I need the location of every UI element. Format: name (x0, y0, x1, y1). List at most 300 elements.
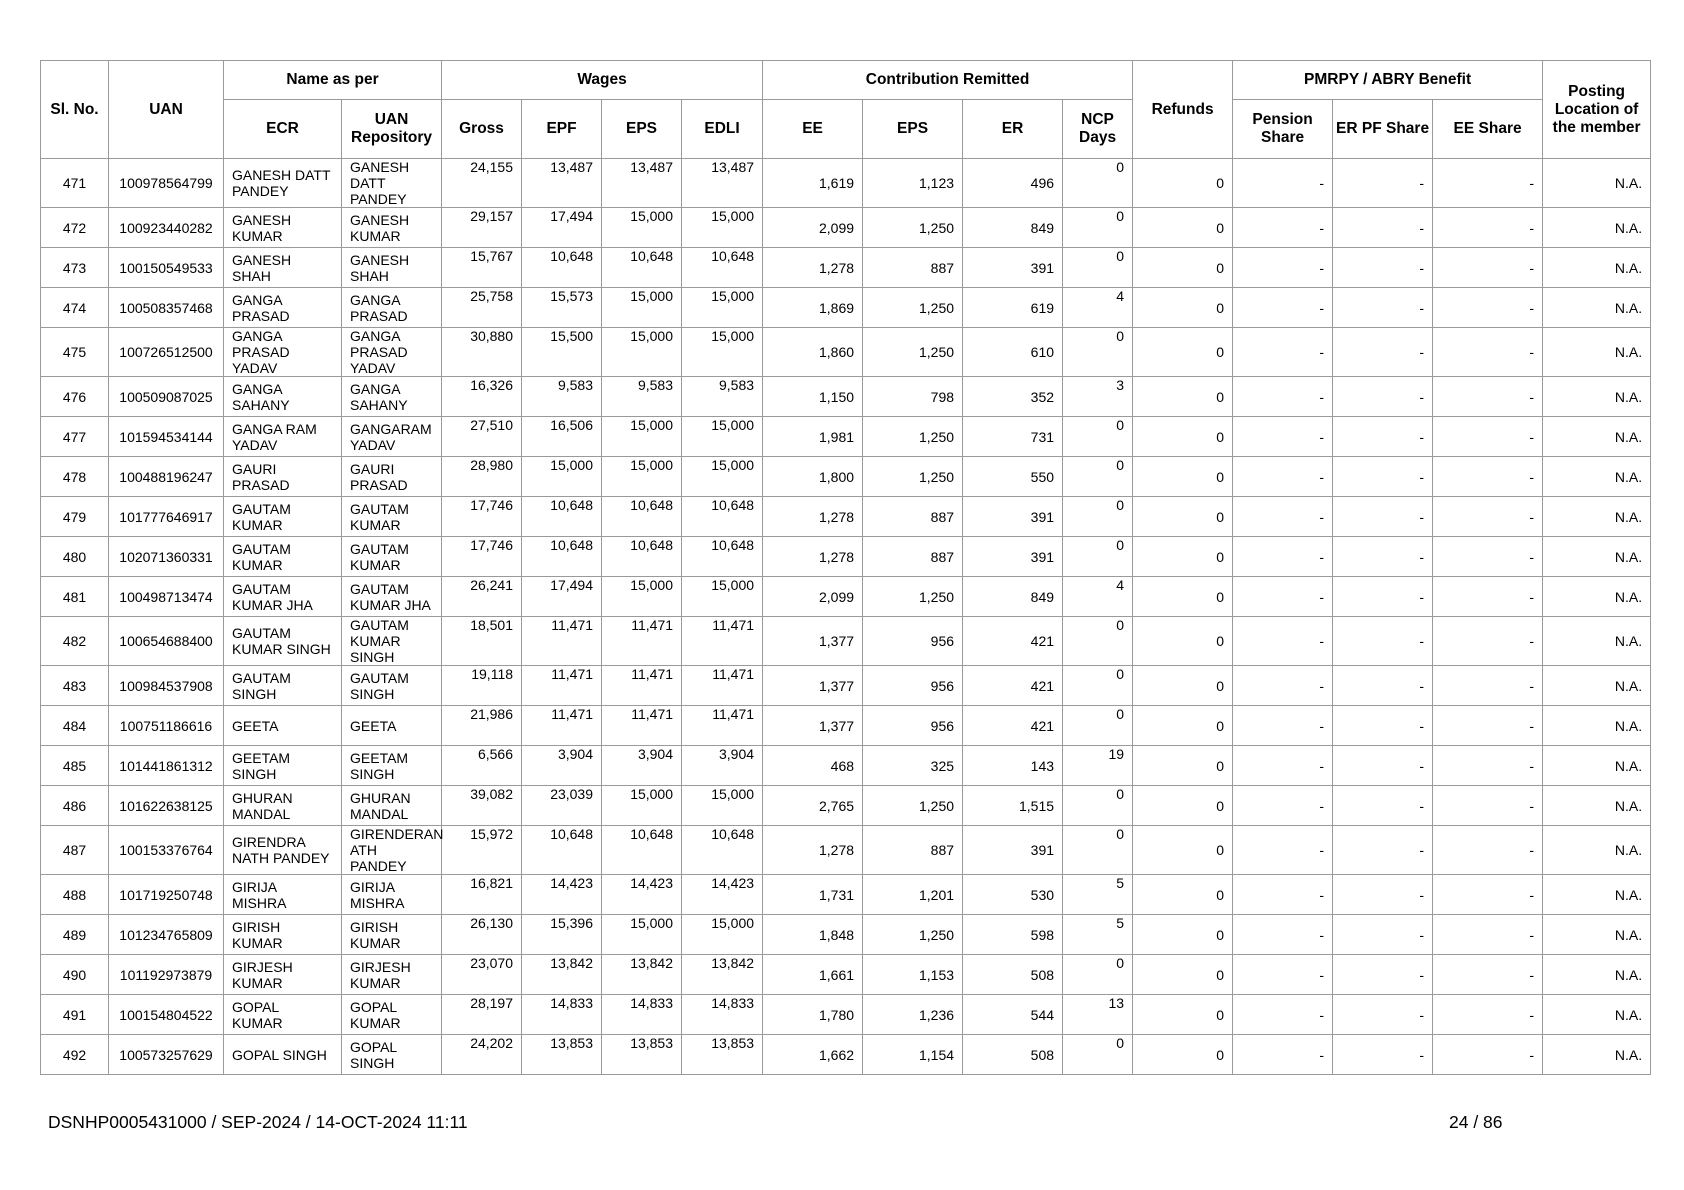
cell-edli: 15,000 (682, 786, 763, 826)
cell-eps-contribution: 1,201 (863, 875, 963, 915)
cell-ncp-days: 0 (1063, 666, 1133, 706)
cell-er: 391 (963, 497, 1063, 537)
cell-ee: 1,731 (763, 875, 863, 915)
cell-refunds: 0 (1133, 617, 1233, 666)
table-row (41, 706, 1651, 746)
cell-er: 849 (963, 577, 1063, 617)
cell-ee: 1,848 (763, 915, 863, 955)
cell-eps: 15,000 (602, 786, 682, 826)
cell-ncp-days: 0 (1063, 328, 1133, 377)
cell-ee-share: - (1433, 537, 1543, 577)
cell-sl-no: 491 (41, 995, 109, 1035)
cell-ee: 1,860 (763, 328, 863, 377)
cell-ncp-days: 4 (1063, 288, 1133, 328)
cell-ee: 1,278 (763, 497, 863, 537)
cell-eps-contribution: 1,250 (863, 417, 963, 457)
cell-epf: 13,842 (522, 955, 602, 995)
cell-refunds: 0 (1133, 706, 1233, 746)
cell-ee-share: - (1433, 159, 1543, 208)
cell-refunds: 0 (1133, 417, 1233, 457)
cell-ncp-days: 0 (1063, 159, 1133, 208)
cell-edli: 10,648 (682, 826, 763, 875)
cell-ncp-days: 3 (1063, 377, 1133, 417)
cell-posting-location: N.A. (1543, 915, 1651, 955)
cell-er: 619 (963, 288, 1063, 328)
cell-uan: 101234765809 (109, 915, 224, 955)
cell-sl-no: 474 (41, 288, 109, 328)
cell-ecr-name: GEETAM SINGH (224, 746, 342, 786)
header-er: ER (963, 100, 1063, 159)
cell-epf: 23,039 (522, 786, 602, 826)
cell-ee: 2,765 (763, 786, 863, 826)
cell-ee-share: - (1433, 377, 1543, 417)
cell-gross: 21,986 (442, 706, 522, 746)
cell-ecr-name: GAUTAM KUMAR SINGH (224, 617, 342, 666)
cell-ee-share: - (1433, 417, 1543, 457)
cell-eps: 13,842 (602, 955, 682, 995)
header-sl-no: Sl. No. (41, 61, 109, 159)
cell-uan-repository-name: GAUTAM KUMAR JHA (342, 577, 442, 617)
cell-sl-no: 486 (41, 786, 109, 826)
cell-epf: 13,853 (522, 1035, 602, 1075)
cell-posting-location: N.A. (1543, 497, 1651, 537)
cell-er-pf-share: - (1333, 786, 1433, 826)
cell-eps: 15,000 (602, 328, 682, 377)
cell-ecr-name: GANESH SHAH (224, 248, 342, 288)
cell-uan-repository-name: GANGA PRASAD (342, 288, 442, 328)
cell-eps: 15,000 (602, 457, 682, 497)
cell-gross: 39,082 (442, 786, 522, 826)
cell-ncp-days: 0 (1063, 208, 1133, 248)
cell-ee: 1,869 (763, 288, 863, 328)
cell-pension-share: - (1233, 417, 1333, 457)
table-header (41, 61, 1651, 159)
cell-epf: 15,573 (522, 288, 602, 328)
header-pension-share: Pension Share (1233, 100, 1333, 159)
cell-eps-contribution: 1,123 (863, 159, 963, 208)
cell-sl-no: 489 (41, 915, 109, 955)
cell-uan: 100978564799 (109, 159, 224, 208)
cell-pension-share: - (1233, 875, 1333, 915)
table-row (41, 1035, 1651, 1075)
cell-ncp-days: 0 (1063, 786, 1133, 826)
cell-eps: 15,000 (602, 577, 682, 617)
cell-epf: 10,648 (522, 497, 602, 537)
cell-ncp-days: 0 (1063, 955, 1133, 995)
cell-ncp-days: 0 (1063, 248, 1133, 288)
cell-er-pf-share: - (1333, 1035, 1433, 1075)
cell-epf: 9,583 (522, 377, 602, 417)
header-contribution-remitted: Contribution Remitted (763, 61, 1133, 100)
cell-uan-repository-name: GIRIJA MISHRA (342, 875, 442, 915)
cell-eps: 3,904 (602, 746, 682, 786)
cell-ee: 468 (763, 746, 863, 786)
table-row (41, 497, 1651, 537)
contribution-table (40, 60, 1651, 1075)
table-row (41, 826, 1651, 875)
cell-ee-share: - (1433, 288, 1543, 328)
cell-eps: 14,833 (602, 995, 682, 1035)
cell-refunds: 0 (1133, 377, 1233, 417)
cell-edli: 11,471 (682, 706, 763, 746)
cell-ecr-name: GAUTAM KUMAR (224, 497, 342, 537)
table-row (41, 915, 1651, 955)
cell-uan-repository-name: GANGA SAHANY (342, 377, 442, 417)
cell-epf: 17,494 (522, 577, 602, 617)
cell-epf: 10,648 (522, 248, 602, 288)
cell-eps-contribution: 887 (863, 248, 963, 288)
cell-ee-share: - (1433, 995, 1543, 1035)
cell-sl-no: 492 (41, 1035, 109, 1075)
cell-pension-share: - (1233, 826, 1333, 875)
cell-er: 352 (963, 377, 1063, 417)
document-footer-id: DSNHP0005431000 / SEP-2024 / 14-OCT-2024 11:11 (48, 1112, 468, 1132)
cell-pension-share: - (1233, 288, 1333, 328)
cell-epf: 15,396 (522, 915, 602, 955)
cell-epf: 15,000 (522, 457, 602, 497)
cell-eps-contribution: 1,250 (863, 288, 963, 328)
cell-eps: 11,471 (602, 666, 682, 706)
cell-ee: 1,981 (763, 417, 863, 457)
cell-refunds: 0 (1133, 875, 1233, 915)
cell-refunds: 0 (1133, 208, 1233, 248)
cell-ee: 1,278 (763, 537, 863, 577)
cell-sl-no: 480 (41, 537, 109, 577)
cell-pension-share: - (1233, 159, 1333, 208)
cell-gross: 28,197 (442, 995, 522, 1035)
cell-ee: 1,661 (763, 955, 863, 995)
cell-ncp-days: 0 (1063, 537, 1133, 577)
cell-ee-share: - (1433, 497, 1543, 537)
cell-eps: 13,487 (602, 159, 682, 208)
cell-uan: 100923440282 (109, 208, 224, 248)
cell-edli: 11,471 (682, 666, 763, 706)
header-uan: UAN (109, 61, 224, 159)
cell-eps-contribution: 798 (863, 377, 963, 417)
cell-pension-share: - (1233, 457, 1333, 497)
cell-ecr-name: GOPAL SINGH (224, 1035, 342, 1075)
cell-eps: 15,000 (602, 208, 682, 248)
cell-eps-contribution: 956 (863, 666, 963, 706)
cell-sl-no: 476 (41, 377, 109, 417)
cell-er: 598 (963, 915, 1063, 955)
cell-ee-share: - (1433, 706, 1543, 746)
cell-sl-no: 482 (41, 617, 109, 666)
header-er-pf-share: ER PF Share (1333, 100, 1433, 159)
cell-gross: 17,746 (442, 497, 522, 537)
cell-eps-contribution: 956 (863, 617, 963, 666)
cell-ee: 1,662 (763, 1035, 863, 1075)
cell-ncp-days: 0 (1063, 457, 1133, 497)
cell-ee-share: - (1433, 875, 1543, 915)
cell-eps: 15,000 (602, 288, 682, 328)
cell-gross: 24,202 (442, 1035, 522, 1075)
cell-edli: 11,471 (682, 617, 763, 666)
cell-uan-repository-name: GAUTAM SINGH (342, 666, 442, 706)
cell-er-pf-share: - (1333, 666, 1433, 706)
cell-uan-repository-name: GAURI PRASAD (342, 457, 442, 497)
cell-eps: 10,648 (602, 826, 682, 875)
cell-eps-contribution: 1,250 (863, 915, 963, 955)
cell-ecr-name: GIRJESH KUMAR (224, 955, 342, 995)
cell-ncp-days: 5 (1063, 915, 1133, 955)
cell-ee-share: - (1433, 915, 1543, 955)
cell-er-pf-share: - (1333, 497, 1433, 537)
cell-er: 1,515 (963, 786, 1063, 826)
cell-ee: 1,278 (763, 826, 863, 875)
cell-pension-share: - (1233, 666, 1333, 706)
cell-edli: 13,842 (682, 955, 763, 995)
cell-er-pf-share: - (1333, 248, 1433, 288)
cell-er: 421 (963, 666, 1063, 706)
cell-epf: 15,500 (522, 328, 602, 377)
cell-uan: 101622638125 (109, 786, 224, 826)
cell-ecr-name: GANGA RAM YADAV (224, 417, 342, 457)
cell-ecr-name: GANGA PRASAD YADAV (224, 328, 342, 377)
cell-ee: 2,099 (763, 208, 863, 248)
cell-gross: 24,155 (442, 159, 522, 208)
header-name-as-per: Name as per (224, 61, 442, 100)
cell-edli: 15,000 (682, 288, 763, 328)
table-row (41, 248, 1651, 288)
cell-ecr-name: GANESH KUMAR (224, 208, 342, 248)
cell-sl-no: 484 (41, 706, 109, 746)
table-row (41, 328, 1651, 377)
cell-eps-contribution: 887 (863, 826, 963, 875)
header-posting-location: Posting Location of the member (1543, 61, 1651, 159)
cell-edli: 15,000 (682, 577, 763, 617)
cell-er: 508 (963, 955, 1063, 995)
table-row (41, 666, 1651, 706)
cell-ee-share: - (1433, 208, 1543, 248)
cell-uan: 100488196247 (109, 457, 224, 497)
cell-eps: 10,648 (602, 537, 682, 577)
cell-refunds: 0 (1133, 995, 1233, 1035)
cell-er: 391 (963, 537, 1063, 577)
table-row (41, 288, 1651, 328)
cell-uan-repository-name: GHURAN MANDAL (342, 786, 442, 826)
cell-gross: 27,510 (442, 417, 522, 457)
cell-edli: 15,000 (682, 328, 763, 377)
header-pmrpy-abry: PMRPY / ABRY Benefit (1233, 61, 1543, 100)
table-row (41, 417, 1651, 457)
cell-uan-repository-name: GIRISH KUMAR (342, 915, 442, 955)
cell-ecr-name: GANGA SAHANY (224, 377, 342, 417)
cell-er: 731 (963, 417, 1063, 457)
cell-uan: 100154804522 (109, 995, 224, 1035)
cell-eps: 10,648 (602, 248, 682, 288)
cell-posting-location: N.A. (1543, 577, 1651, 617)
cell-ncp-days: 0 (1063, 497, 1133, 537)
cell-edli: 15,000 (682, 915, 763, 955)
cell-refunds: 0 (1133, 497, 1233, 537)
cell-uan-repository-name: GANGARAM YADAV (342, 417, 442, 457)
cell-epf: 10,648 (522, 826, 602, 875)
cell-sl-no: 477 (41, 417, 109, 457)
cell-uan-repository-name: GAUTAM KUMAR SINGH (342, 617, 442, 666)
cell-uan: 100509087025 (109, 377, 224, 417)
cell-ee-share: - (1433, 826, 1543, 875)
table-row (41, 995, 1651, 1035)
cell-pension-share: - (1233, 1035, 1333, 1075)
cell-uan: 100153376764 (109, 826, 224, 875)
cell-refunds: 0 (1133, 666, 1233, 706)
cell-ncp-days: 4 (1063, 577, 1133, 617)
cell-ncp-days: 13 (1063, 995, 1133, 1035)
cell-uan: 101777646917 (109, 497, 224, 537)
cell-refunds: 0 (1133, 915, 1233, 955)
cell-eps-contribution: 325 (863, 746, 963, 786)
cell-refunds: 0 (1133, 786, 1233, 826)
cell-ee: 1,377 (763, 706, 863, 746)
cell-er: 421 (963, 617, 1063, 666)
cell-er-pf-share: - (1333, 537, 1433, 577)
cell-refunds: 0 (1133, 328, 1233, 377)
cell-ecr-name: GHURAN MANDAL (224, 786, 342, 826)
cell-sl-no: 490 (41, 955, 109, 995)
table-row (41, 786, 1651, 826)
header-eps: EPS (602, 100, 682, 159)
cell-eps-contribution: 1,154 (863, 1035, 963, 1075)
cell-pension-share: - (1233, 208, 1333, 248)
cell-gross: 19,118 (442, 666, 522, 706)
cell-er: 496 (963, 159, 1063, 208)
cell-er: 610 (963, 328, 1063, 377)
cell-eps: 15,000 (602, 915, 682, 955)
cell-edli: 14,423 (682, 875, 763, 915)
cell-sl-no: 471 (41, 159, 109, 208)
cell-uan: 101594534144 (109, 417, 224, 457)
cell-uan: 100726512500 (109, 328, 224, 377)
cell-ncp-days: 0 (1063, 826, 1133, 875)
cell-er-pf-share: - (1333, 995, 1433, 1035)
cell-er: 530 (963, 875, 1063, 915)
cell-uan: 100654688400 (109, 617, 224, 666)
cell-eps: 15,000 (602, 417, 682, 457)
cell-gross: 25,758 (442, 288, 522, 328)
cell-ecr-name: GEETA (224, 706, 342, 746)
cell-sl-no: 487 (41, 826, 109, 875)
cell-pension-share: - (1233, 537, 1333, 577)
cell-er-pf-share: - (1333, 826, 1433, 875)
cell-refunds: 0 (1133, 826, 1233, 875)
cell-epf: 3,904 (522, 746, 602, 786)
cell-sl-no: 488 (41, 875, 109, 915)
table-row (41, 955, 1651, 995)
cell-ee-share: - (1433, 955, 1543, 995)
cell-eps-contribution: 1,250 (863, 786, 963, 826)
cell-ecr-name: GIRIJA MISHRA (224, 875, 342, 915)
cell-pension-share: - (1233, 915, 1333, 955)
table-row (41, 457, 1651, 497)
cell-ee-share: - (1433, 746, 1543, 786)
cell-uan-repository-name: GAUTAM KUMAR (342, 537, 442, 577)
cell-ecr-name: GAUTAM KUMAR JHA (224, 577, 342, 617)
cell-eps: 11,471 (602, 706, 682, 746)
cell-eps: 14,423 (602, 875, 682, 915)
cell-ee: 1,619 (763, 159, 863, 208)
cell-refunds: 0 (1133, 746, 1233, 786)
cell-refunds: 0 (1133, 1035, 1233, 1075)
header-edli: EDLI (682, 100, 763, 159)
cell-uan-repository-name: GOPAL KUMAR (342, 995, 442, 1035)
cell-posting-location: N.A. (1543, 826, 1651, 875)
cell-pension-share: - (1233, 706, 1333, 746)
table-row (41, 159, 1651, 208)
cell-eps: 13,853 (602, 1035, 682, 1075)
cell-ecr-name: GANESH DATT PANDEY (224, 159, 342, 208)
cell-ncp-days: 5 (1063, 875, 1133, 915)
header-wages: Wages (442, 61, 763, 100)
cell-er: 143 (963, 746, 1063, 786)
cell-ee: 1,377 (763, 666, 863, 706)
cell-eps-contribution: 1,250 (863, 208, 963, 248)
cell-er-pf-share: - (1333, 617, 1433, 666)
cell-epf: 11,471 (522, 706, 602, 746)
table-row (41, 875, 1651, 915)
cell-eps-contribution: 1,250 (863, 457, 963, 497)
cell-gross: 6,566 (442, 746, 522, 786)
cell-er-pf-share: - (1333, 377, 1433, 417)
cell-edli: 10,648 (682, 248, 763, 288)
cell-eps-contribution: 1,250 (863, 577, 963, 617)
cell-uan-repository-name: GANESH DATT PANDEY (342, 159, 442, 208)
cell-ecr-name: GIRISH KUMAR (224, 915, 342, 955)
cell-posting-location: N.A. (1543, 377, 1651, 417)
cell-er-pf-share: - (1333, 955, 1433, 995)
cell-ee: 1,780 (763, 995, 863, 1035)
cell-sl-no: 481 (41, 577, 109, 617)
cell-epf: 11,471 (522, 666, 602, 706)
cell-uan-repository-name: GAUTAM KUMAR (342, 497, 442, 537)
header-refunds: Refunds (1133, 61, 1233, 159)
cell-posting-location: N.A. (1543, 666, 1651, 706)
cell-ee: 1,278 (763, 248, 863, 288)
cell-edli: 10,648 (682, 537, 763, 577)
cell-pension-share: - (1233, 377, 1333, 417)
cell-uan-repository-name: GEETA (342, 706, 442, 746)
cell-ncp-days: 0 (1063, 417, 1133, 457)
cell-uan: 100984537908 (109, 666, 224, 706)
cell-uan-repository-name: GIRENDERAN ATH PANDEY (342, 826, 442, 875)
cell-edli: 3,904 (682, 746, 763, 786)
cell-sl-no: 485 (41, 746, 109, 786)
cell-gross: 23,070 (442, 955, 522, 995)
cell-uan: 100498713474 (109, 577, 224, 617)
cell-er-pf-share: - (1333, 208, 1433, 248)
cell-ee: 2,099 (763, 577, 863, 617)
table-row (41, 537, 1651, 577)
cell-epf: 14,833 (522, 995, 602, 1035)
cell-uan-repository-name: GANGA PRASAD YADAV (342, 328, 442, 377)
cell-ee-share: - (1433, 248, 1543, 288)
cell-gross: 28,980 (442, 457, 522, 497)
cell-posting-location: N.A. (1543, 328, 1651, 377)
header-ncp-days: NCP Days (1063, 100, 1133, 159)
header-uan-repository: UAN Repository (342, 100, 442, 159)
cell-epf: 14,423 (522, 875, 602, 915)
cell-sl-no: 479 (41, 497, 109, 537)
cell-sl-no: 475 (41, 328, 109, 377)
cell-er-pf-share: - (1333, 915, 1433, 955)
cell-pension-share: - (1233, 955, 1333, 995)
header-ecr: ECR (224, 100, 342, 159)
cell-pension-share: - (1233, 617, 1333, 666)
cell-sl-no: 478 (41, 457, 109, 497)
cell-uan: 101441861312 (109, 746, 224, 786)
cell-refunds: 0 (1133, 288, 1233, 328)
cell-er: 508 (963, 1035, 1063, 1075)
